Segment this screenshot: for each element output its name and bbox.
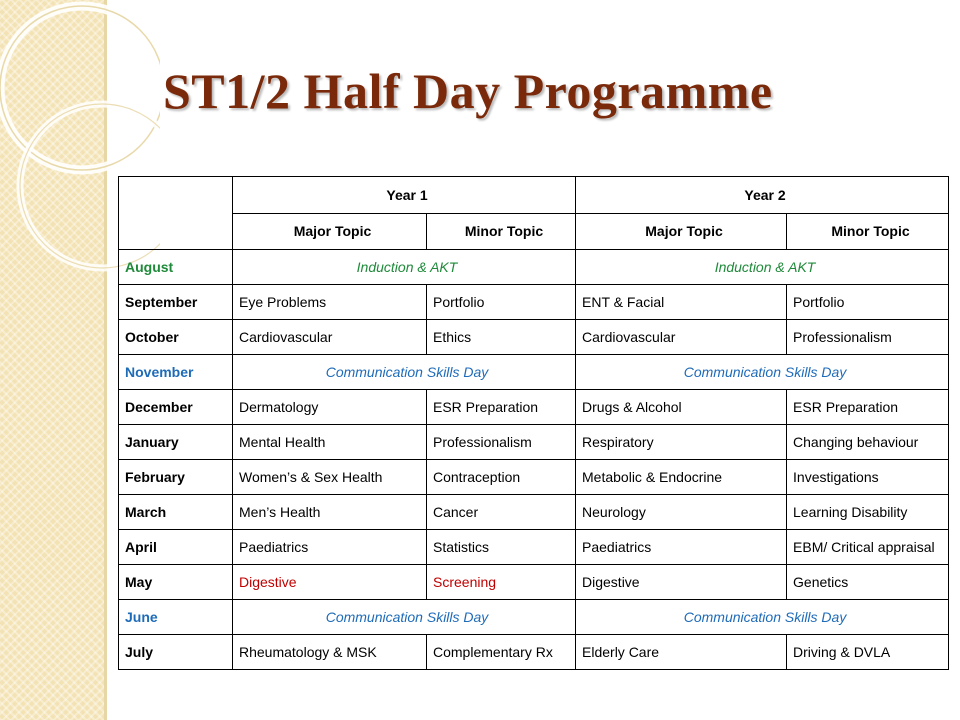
year1-span-cell: Communication Skills Day [233,355,576,390]
y2-minor-cell: Genetics [787,565,949,600]
month-cell: December [119,390,233,425]
year1-span-cell: Induction & AKT [233,250,576,285]
y1-major-header: Major Topic [233,213,427,250]
page-title: ST1/2 Half Day Programme [163,63,773,119]
table-row [119,600,949,635]
table-row [119,425,949,460]
y2-major-cell: Neurology [576,495,787,530]
y1-minor-cell: Screening [427,565,576,600]
y1-major-cell: Paediatrics [233,530,427,565]
month-cell: August [119,250,233,285]
y1-major-cell: Women’s & Sex Health [233,460,427,495]
y1-minor-cell: Portfolio [427,285,576,320]
month-cell: November [119,355,233,390]
y1-minor-cell: Cancer [427,495,576,530]
month-cell: March [119,495,233,530]
month-cell: May [119,565,233,600]
table-row [119,250,949,285]
month-cell: January [119,425,233,460]
programme-table [118,176,949,670]
month-cell: April [119,530,233,565]
month-cell: September [119,285,233,320]
table-row [119,495,949,530]
month-cell: June [119,600,233,635]
table-row [119,285,949,320]
y1-minor-cell: Complementary Rx [427,635,576,670]
y2-major-cell: Cardiovascular [576,320,787,355]
table-row [119,460,949,495]
table-row [119,320,949,355]
year2-span-cell: Induction & AKT [576,250,949,285]
table-row [119,355,949,390]
month-cell: February [119,460,233,495]
corner-cell [119,177,233,250]
y2-minor-header: Minor Topic [787,213,949,250]
y2-major-cell: Metabolic & Endocrine [576,460,787,495]
year2-span-cell: Communication Skills Day [576,600,949,635]
y2-major-cell: Respiratory [576,425,787,460]
y2-major-cell: Drugs & Alcohol [576,390,787,425]
year1-span-cell: Communication Skills Day [233,600,576,635]
year-2-header: Year 2 [576,177,949,214]
y2-minor-cell: EBM/ Critical appraisal [787,530,949,565]
y2-minor-cell: Portfolio [787,285,949,320]
y2-minor-cell: Investigations [787,460,949,495]
table-row [119,530,949,565]
year-1-header: Year 1 [233,177,576,214]
y1-major-cell: Rheumatology & MSK [233,635,427,670]
y1-major-cell: Mental Health [233,425,427,460]
table-row [119,390,949,425]
y1-major-cell: Dermatology [233,390,427,425]
y2-major-cell: ENT & Facial [576,285,787,320]
y1-major-cell: Cardiovascular [233,320,427,355]
month-cell: October [119,320,233,355]
y1-major-cell: Men’s Health [233,495,427,530]
y2-major-cell: Digestive [576,565,787,600]
y2-minor-cell: Driving & DVLA [787,635,949,670]
y1-major-cell: Eye Problems [233,285,427,320]
y1-minor-cell: Contraception [427,460,576,495]
y2-minor-cell: Professionalism [787,320,949,355]
y1-major-cell: Digestive [233,565,427,600]
y2-major-header: Major Topic [576,213,787,250]
y2-minor-cell: Learning Disability [787,495,949,530]
y2-minor-cell: Changing behaviour [787,425,949,460]
table-row [119,565,949,600]
y2-minor-cell: ESR Preparation [787,390,949,425]
y2-major-cell: Elderly Care [576,635,787,670]
y1-minor-cell: ESR Preparation [427,390,576,425]
y1-minor-cell: Statistics [427,530,576,565]
y2-major-cell: Paediatrics [576,530,787,565]
y1-minor-cell: Professionalism [427,425,576,460]
table-row [119,635,949,670]
year2-span-cell: Communication Skills Day [576,355,949,390]
month-cell: July [119,635,233,670]
y1-minor-header: Minor Topic [427,213,576,250]
y1-minor-cell: Ethics [427,320,576,355]
